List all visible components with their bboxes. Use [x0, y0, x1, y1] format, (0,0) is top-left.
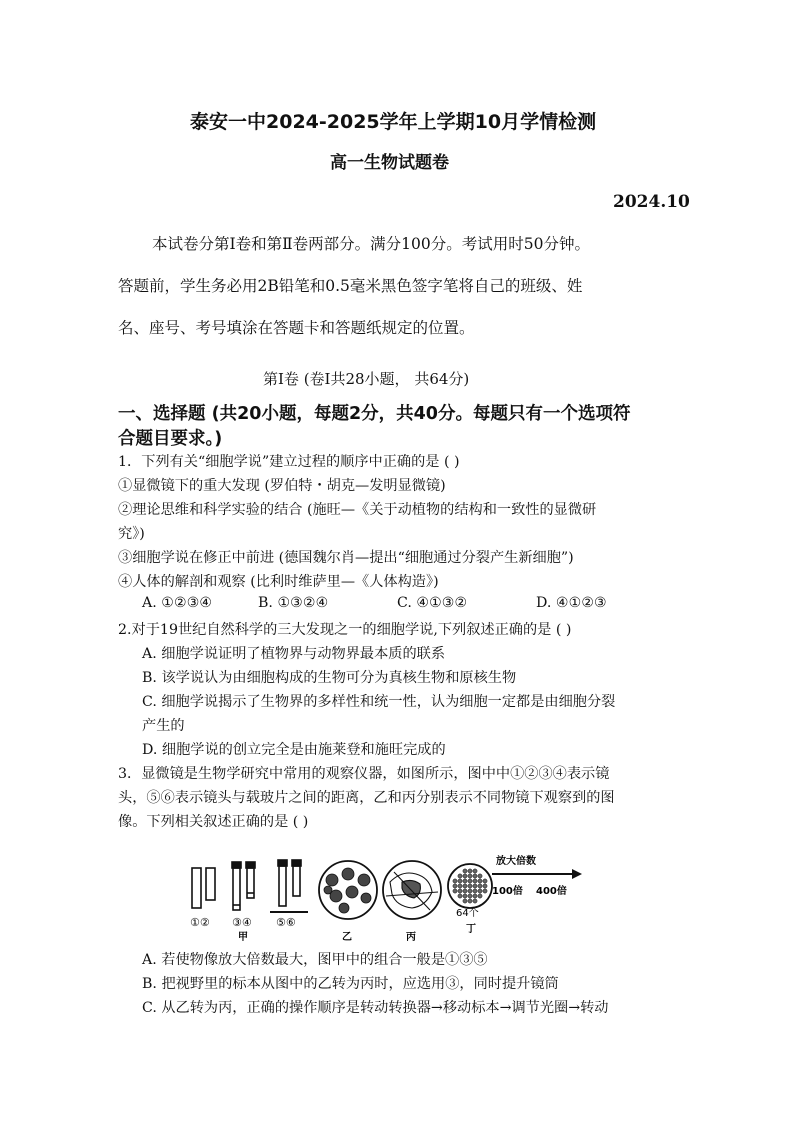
q1-option-b: B. ①③②④: [258, 595, 329, 611]
q1-statement-3: ③细胞学说在修正中前进 (德国魏尔肖—提出“细胞通过分裂产生新细胞”): [118, 550, 574, 566]
q1-option-c: C. ④①③②: [397, 595, 468, 611]
cell-dot: [458, 889, 462, 893]
cell-dot: [483, 884, 487, 888]
figure-label-yi: 乙: [342, 932, 352, 942]
cell-dot: [453, 879, 457, 883]
exam-subtitle: 高一生物试题卷: [330, 153, 449, 173]
q3-option-c: C. 从乙转为丙，正确的操作顺序是转动转换器→移动标本→调节光圈→转动: [142, 1000, 609, 1016]
arrow-head-icon: [572, 869, 582, 879]
cell-dot: [458, 879, 462, 883]
q3-stem-line-2: 头，⑤⑥表示镜头与载玻片之间的距离，乙和丙分别表示不同物镜下观察到的图: [118, 790, 615, 806]
q1-stem: 1．下列有关“细胞学说”建立过程的顺序中正确的是 ( ): [118, 454, 460, 470]
cell-dot: [468, 884, 472, 888]
exam-title: 泰安一中2024-2025学年上学期10月学情检测: [190, 111, 597, 133]
figure-label-ding: 丁: [466, 924, 476, 935]
q3-stem-line-3: 像。下列相关叙述正确的是 ( ): [118, 814, 309, 830]
cell-dot: [473, 884, 477, 888]
cell-dot: [463, 894, 467, 898]
objective-lenses: [232, 862, 255, 910]
cell-dot: [468, 879, 472, 883]
cell-dot: [473, 899, 477, 903]
view-bing-circle: [383, 861, 441, 919]
microscope-figure: [180, 852, 600, 942]
cell-dot: [468, 894, 472, 898]
q1-option-a: A. ①②③④: [142, 595, 213, 611]
q2-option-c-line-1: C. 细胞学说揭示了生物界的多样性和统一性，认为细胞一定都是由细胞分裂: [142, 694, 616, 710]
cell-dot: [463, 884, 467, 888]
q3-option-b: B. 把视野里的标本从图中的乙转为丙时，应选用③，同时提升镜筒: [142, 976, 559, 992]
cell-dot: [463, 889, 467, 893]
figure-label-12: ①②: [190, 916, 210, 929]
q3-stem-line-1: 3．显微镜是生物学研究中常用的观察仪器，如图所示，图中中①②③④表示镜: [118, 766, 610, 782]
cell-dot: [463, 874, 467, 878]
view-yi-circle: [319, 861, 377, 919]
q3-option-a: A. 若使物像放大倍数最大，图甲中的组合一般是①③⑤: [142, 952, 488, 968]
cell-dot: [463, 899, 467, 903]
cell-dot: [473, 879, 477, 883]
cell-dot: [468, 889, 472, 893]
q2-option-b: B. 该学说认为由细胞构成的生物可分为真核生物和原核生物: [142, 670, 517, 686]
cell-dot: [483, 889, 487, 893]
cell-dot: [478, 884, 482, 888]
cell-dot: [463, 879, 467, 883]
cell-dot: [473, 869, 477, 873]
q1-option-d: D. ④①②③: [536, 595, 607, 611]
q2-stem: 2.对于19世纪自然科学的三大发现之一的细胞学说,下列叙述正确的是 ( ): [118, 622, 572, 638]
cell-dot: [478, 894, 482, 898]
cell-dot: [473, 894, 477, 898]
magnification-label: 放大倍数: [496, 856, 536, 867]
q1-statement-2a: ②理论思维和科学实验的结合 (施旺—《关于动植物的结构和一致性的显微研: [118, 502, 597, 518]
part-heading-line-2: 合题目要求。): [118, 429, 223, 449]
exam-date: 2024.10: [613, 192, 690, 212]
figure-label-count: 64个: [456, 908, 479, 919]
q2-option-a: A. 细胞学说证明了植物界与动物界最本质的联系: [142, 646, 446, 662]
magnification-100: 100倍: [492, 886, 523, 897]
cell-dot: [458, 884, 462, 888]
q2-option-c-line-2: 产生的: [142, 718, 185, 734]
figure-label-56: ⑤⑥: [276, 916, 296, 929]
intro-line-3: 名、座号、考号填涂在答题卡和答题纸规定的位置。: [118, 319, 475, 337]
figure-label-jia: 甲: [238, 932, 248, 942]
q1-statement-1: ①显微镜下的重大发现 (罗伯特・胡克—发明显微镜): [118, 478, 446, 494]
cell-dot: [478, 874, 482, 878]
eyepiece-lenses: [192, 868, 215, 908]
magnification-400: 400倍: [536, 886, 567, 897]
lens-slide-distance: [270, 860, 308, 912]
figure-label-34: ③④: [232, 916, 252, 929]
cell-dot: [483, 879, 487, 883]
cell-dot: [468, 874, 472, 878]
view-ding-circle: [448, 864, 492, 908]
section-heading: 第Ⅰ卷 (卷Ⅰ共28小题， 共64分): [263, 370, 470, 388]
intro-line-2: 答题前，学生务必用2B铅笔和0.5毫米黑色签字笔将自己的班级、姓: [118, 277, 583, 295]
cell-dot: [478, 889, 482, 893]
cell-dot: [453, 884, 457, 888]
q1-statement-4: ④人体的解剖和观察 (比利时维萨里—《人体构造》): [118, 574, 439, 590]
intro-line-1: 本试卷分第Ⅰ卷和第Ⅱ卷两部分。满分100分。考试用时50分钟。: [152, 235, 590, 253]
cell-dot: [473, 874, 477, 878]
cell-dot: [478, 879, 482, 883]
cell-dot: [453, 889, 457, 893]
q1-statement-2b: 究》): [118, 526, 145, 542]
cell-dot: [463, 869, 467, 873]
figure-label-bing: 丙: [406, 932, 416, 942]
q2-option-d: D. 细胞学说的创立完全是由施莱登和施旺完成的: [142, 742, 446, 758]
cell-dot: [473, 889, 477, 893]
cell-dot: [468, 899, 472, 903]
part-heading-line-1: 一、选择题 (共20小题，每题2分，共40分。每题只有一个选项符: [118, 404, 631, 424]
cell-dot: [458, 874, 462, 878]
cell-dot: [458, 894, 462, 898]
cell-dot: [468, 869, 472, 873]
